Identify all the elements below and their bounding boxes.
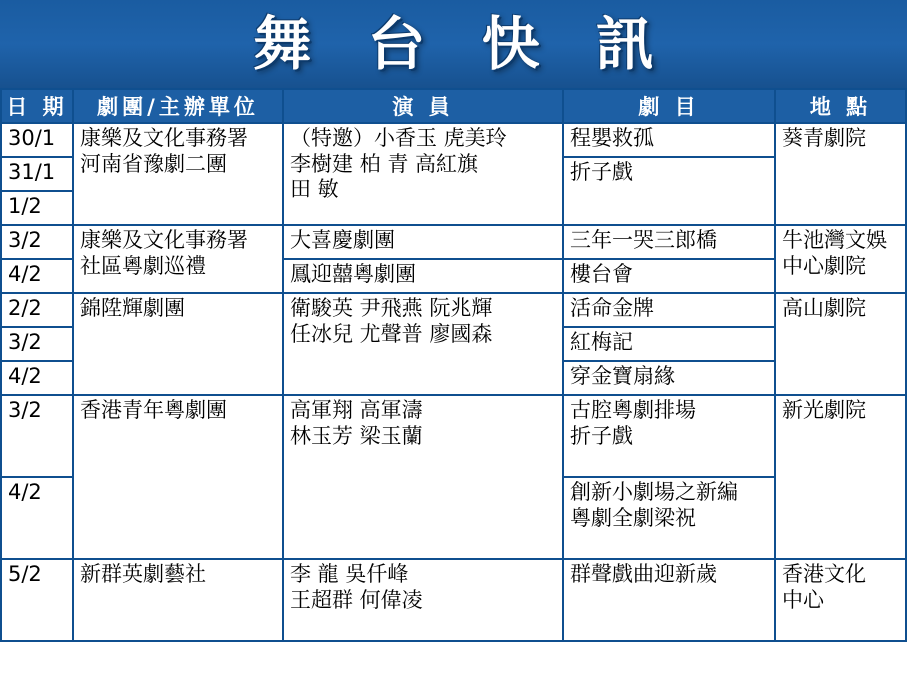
cell-venue [775, 293, 906, 395]
column-header-troupe: 劇團/主辦單位 [73, 89, 283, 123]
cell-show: 程嬰救孤 [563, 123, 775, 157]
troupe-line: 河南省豫劇二團 [80, 151, 227, 176]
troupe-line: 社區粵劇巡禮 [80, 253, 206, 278]
cell-show: 樓台會 [563, 259, 775, 293]
cell-troupe [73, 395, 283, 559]
venue-line: 香港文化 [782, 562, 866, 586]
cast-line: 李 龍 吳仟峰 [290, 562, 409, 586]
cell-venue [775, 559, 906, 641]
cell-cast [283, 293, 563, 395]
cell-date: 4/2 [1, 259, 73, 293]
cast-line: （特邀）小香玉 虎美玲 [290, 126, 507, 150]
column-header-show: 劇 目 [563, 89, 775, 123]
venue-line: 中心 [782, 587, 824, 612]
cell-venue [775, 395, 906, 559]
cell-show: 群聲戲曲迎新歲 [563, 559, 775, 641]
cell-cast [283, 123, 563, 225]
cell-show [563, 395, 775, 477]
cell-cast [283, 559, 563, 641]
troupe-line: 錦陞輝劇團 [80, 296, 185, 320]
cell-date: 31/1 [1, 157, 73, 191]
cell-date: 3/2 [1, 327, 73, 361]
show-line: 粵劇全劇梁祝 [570, 505, 696, 530]
cell-show: 紅梅記 [563, 327, 775, 361]
cell-date: 30/1 [1, 123, 73, 157]
cast-line: 田 敏 [290, 177, 339, 202]
cell-troupe [73, 225, 283, 293]
cell-show [563, 477, 775, 559]
cell-show: 穿金寶扇緣 [563, 361, 775, 395]
show-line: 古腔粵劇排場 [570, 398, 696, 422]
cell-venue [775, 225, 906, 293]
table-row [1, 293, 906, 327]
cast-line: 任冰兒 尤聲普 廖國森 [290, 321, 493, 346]
cell-troupe [73, 559, 283, 641]
cell-venue [775, 123, 906, 225]
cast-line: 高軍翔 高軍濤 [290, 398, 423, 422]
column-header-date: 日 期 [1, 89, 73, 123]
troupe-line: 新群英劇藝社 [80, 562, 206, 586]
troupe-line: 康樂及文化事務署 [80, 228, 248, 252]
show-line: 創新小劇場之新編 [570, 480, 738, 504]
troupe-line: 康樂及文化事務署 [80, 126, 248, 150]
cast-line: 李樹建 柏 青 高紅旗 [290, 151, 479, 176]
cell-show: 折子戲 [563, 157, 775, 225]
troupe-line: 香港青年粵劇團 [80, 398, 227, 422]
table-header [1, 89, 906, 123]
cell-troupe [73, 293, 283, 395]
cell-date: 1/2 [1, 191, 73, 225]
table-row [1, 559, 906, 641]
cell-show: 活命金牌 [563, 293, 775, 327]
cell-date: 3/2 [1, 395, 73, 477]
table-row [1, 123, 906, 157]
column-header-venue: 地 點 [775, 89, 906, 123]
cell-date: 3/2 [1, 225, 73, 259]
show-line: 折子戲 [570, 423, 633, 448]
table-body [1, 123, 906, 641]
table-row [1, 225, 906, 259]
venue-line: 高山劇院 [782, 296, 866, 320]
table-header-row [1, 89, 906, 123]
cell-cast [283, 395, 563, 559]
banner [0, 0, 907, 88]
schedule-table [0, 88, 907, 642]
cell-troupe [73, 123, 283, 225]
cell-date: 2/2 [1, 293, 73, 327]
venue-line: 牛池灣文娛 [782, 228, 887, 252]
cast-line: 衛駿英 尹飛燕 阮兆輝 [290, 296, 493, 320]
cell-cast: 鳳迎囍粵劇團 [283, 259, 563, 293]
banner-title: 舞 台 快 訊 [253, 10, 672, 78]
cast-line: 林玉芳 梁玉蘭 [290, 423, 423, 448]
column-header-cast: 演 員 [283, 89, 563, 123]
cell-cast: 大喜慶劇團 [283, 225, 563, 259]
venue-line: 中心劇院 [782, 253, 866, 278]
table-row [1, 395, 906, 477]
venue-line: 新光劇院 [782, 398, 866, 422]
venue-line: 葵青劇院 [782, 126, 866, 150]
cast-line: 王超群 何偉凌 [290, 587, 423, 612]
cell-show: 三年一哭三郎橋 [563, 225, 775, 259]
cell-date: 5/2 [1, 559, 73, 641]
cell-date: 4/2 [1, 477, 73, 559]
cell-date: 4/2 [1, 361, 73, 395]
